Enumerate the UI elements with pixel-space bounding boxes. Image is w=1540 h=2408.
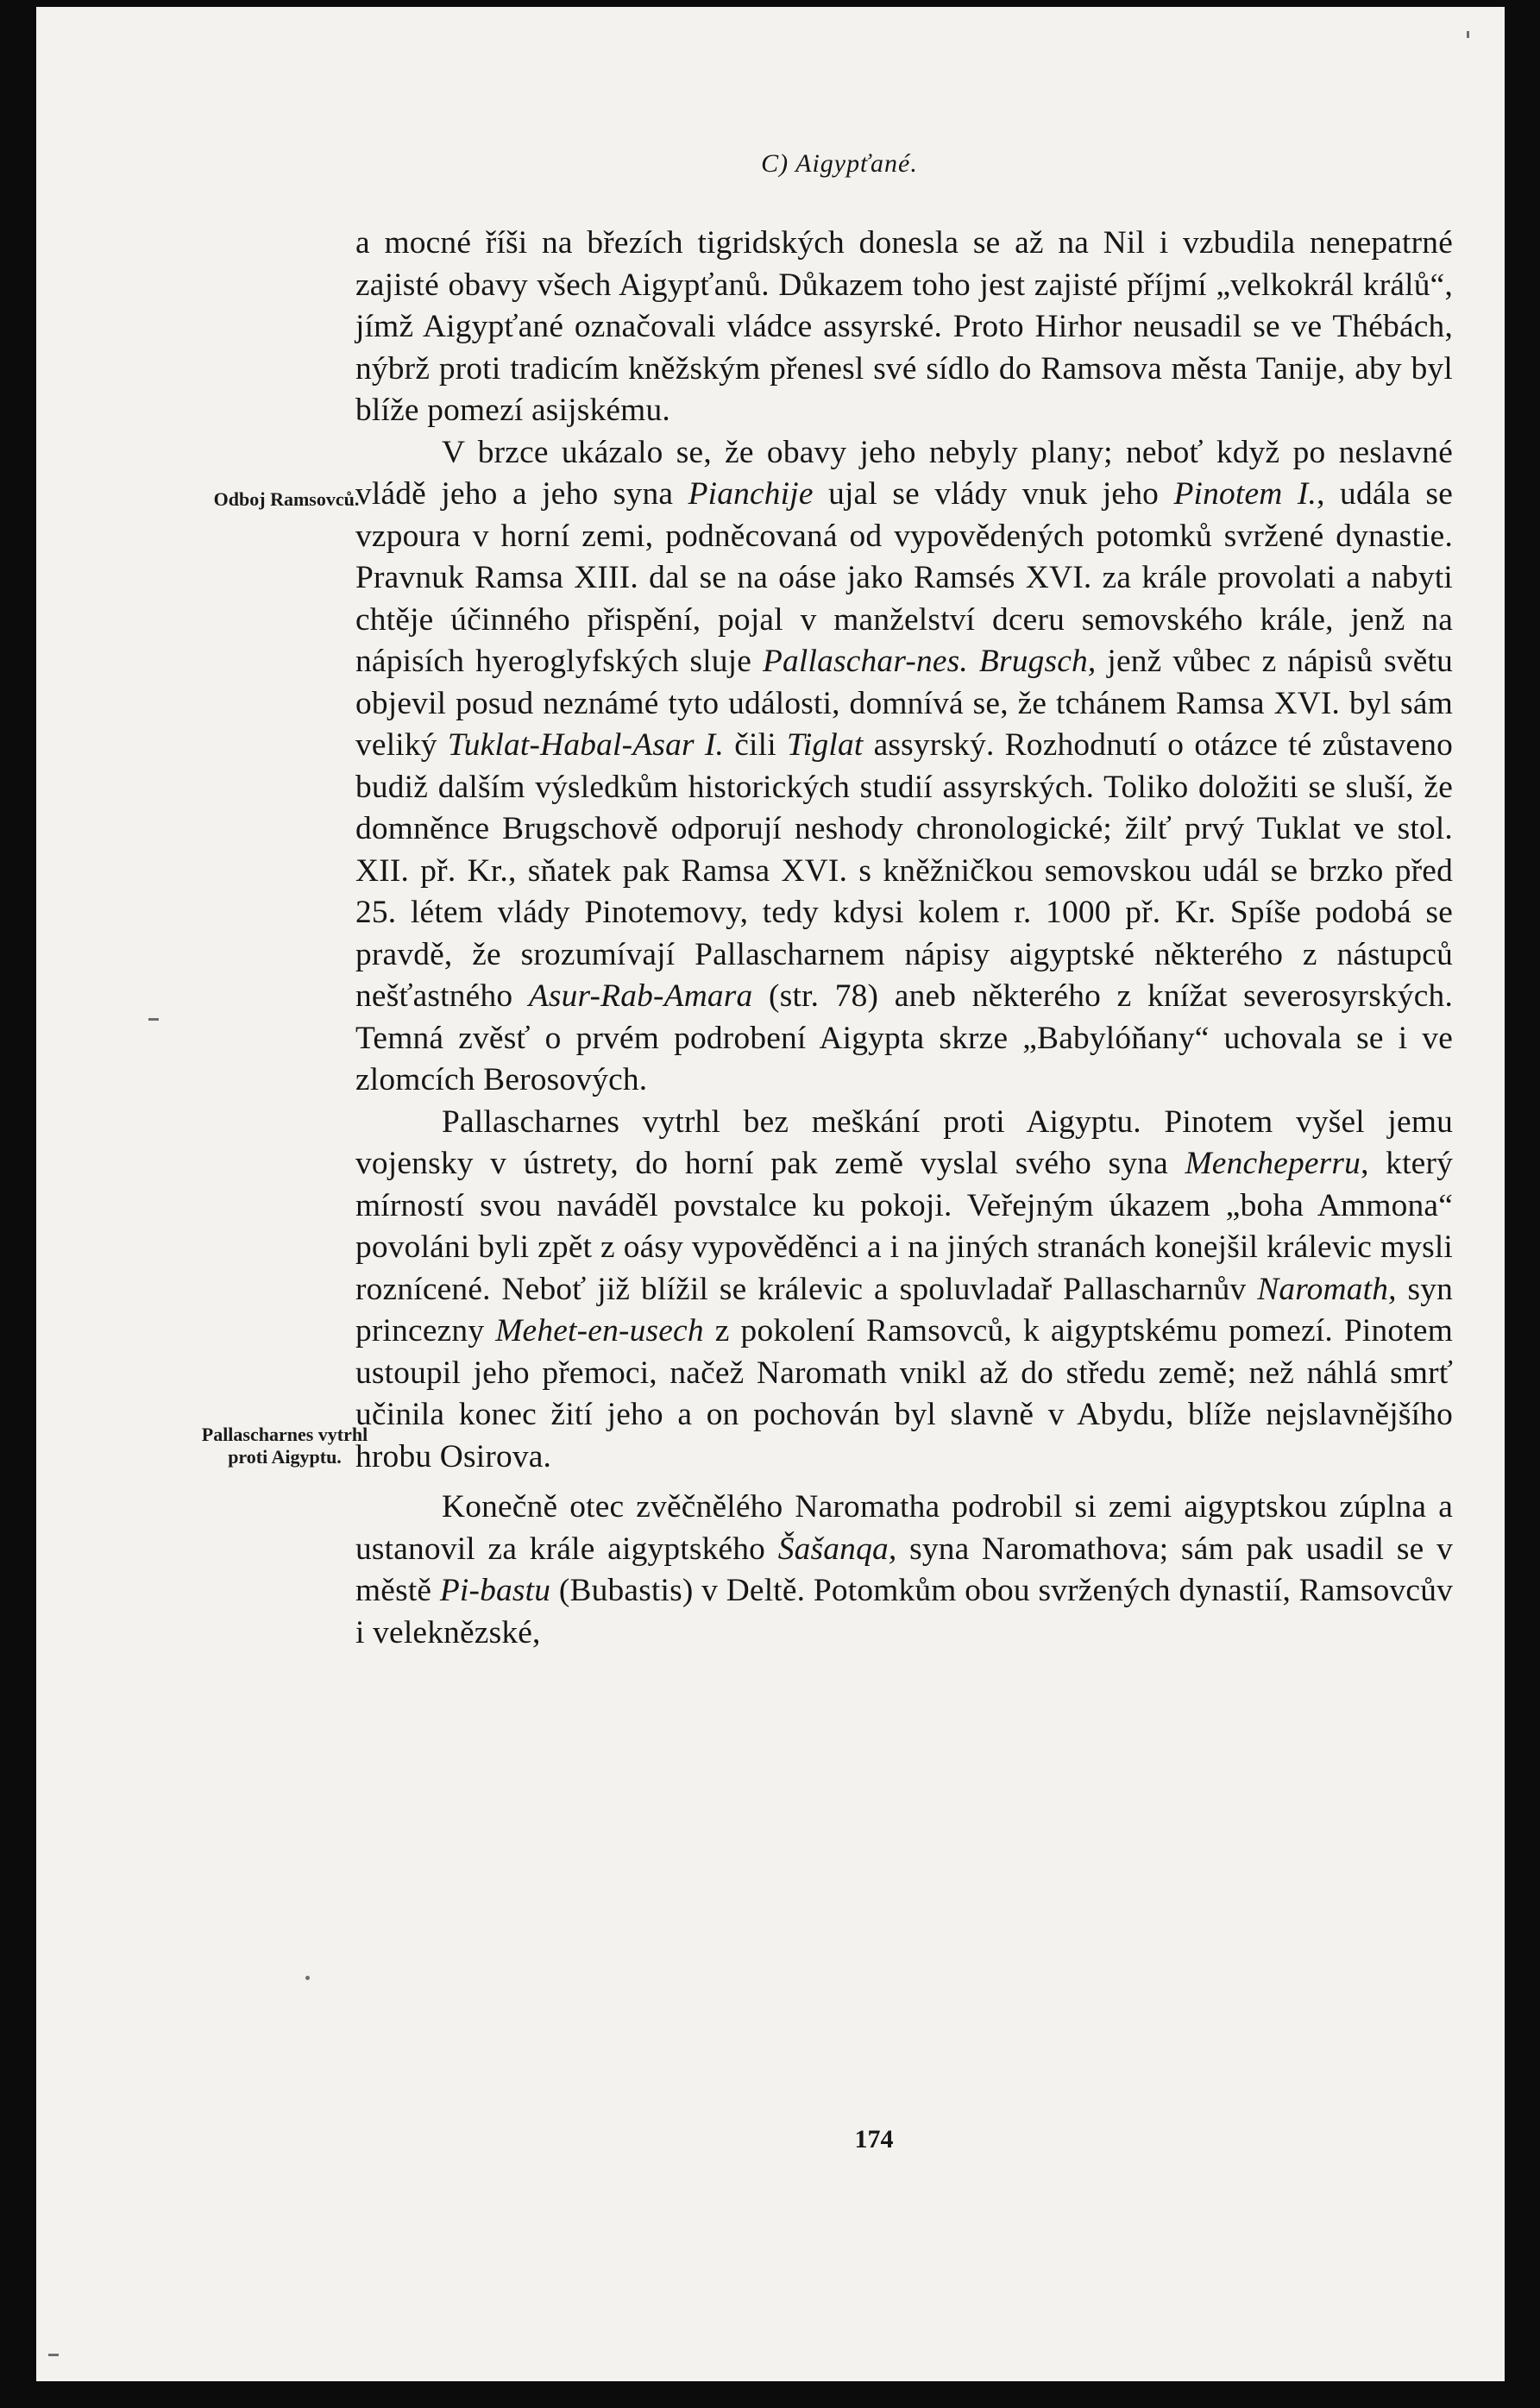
italic-name: Tuklat-Habal-Asar I. [447, 727, 725, 763]
italic-name: Asur-Rab-Amara [528, 978, 753, 1014]
running-header: C) Aigypťané. [761, 149, 918, 178]
italic-name: Šašanqa, [777, 1531, 897, 1567]
margin-note-odboj: Odboj Ramsovců. [213, 488, 360, 510]
text-run: Konečně otec zvěčnělého Naromatha podrobil si zemi aigyptskou zúplna a ustanovil za krále aigyptského [355, 1489, 1453, 1567]
text-run [968, 644, 979, 679]
scan-speck [1467, 31, 1469, 38]
text-run: syna Naromathova; sám pak usadil se v městě [355, 1531, 1453, 1608]
italic-name: Brugsch, [978, 644, 1097, 679]
margin-note-pallascharnes: Pallascharnes vytrhl proti Aigyptu. [201, 1424, 368, 1468]
text-run: , udála se vzpoura v horní zemi, podněcovaná od vypovědených potomků svržené dynastie. Pravnuk Ramsa XIII. dal se na oáse jako Ramsés XVI. za krále provolati a nabyti chtěje účinného přispění, pojal v manželství dceru semovského krále, jenž na nápisích hyeroglyfských sluje [355, 476, 1453, 679]
text-run: (Bubastis) v Deltě. Potomkům obou svržených dynastií, Ramsovcův i veleknězské, [355, 1573, 1453, 1650]
page-number: 174 [854, 2125, 894, 2153]
text-run: Pallascharnes vytrhl bez meškání proti Aigyptu. Pinotem vyšel jemu vojensky v ústrety, do horní pak země vyslal svého syna [355, 1103, 1453, 1181]
italic-name: Tiglat [786, 727, 864, 763]
text-run: (str. 78) aneb některého z knížat severosyrských. Temná zvěsť o prvém podrobení Aigypta skrze „Babylóňany“ uchovala se i ve zlomcích Berosových. [355, 978, 1453, 1097]
text-run: , který mírností svou naváděl povstalce ku pokoji. Veřejným úkazem „boha Ammona“ povoláni byli zpět z oásy vypověděnci a i na jiných stranách konejšil králevic mysli roznícené. Neboť již blížil se králevic a spoluvladař Pallascharnův [355, 1146, 1454, 1307]
scan-speck [148, 1018, 159, 1021]
paragraph-2 [355, 432, 1453, 1102]
italic-name: Mehet-en-usech [495, 1313, 704, 1349]
paragraph-4 [355, 1487, 1453, 1654]
scan-speck [305, 1976, 310, 1980]
text-run: syn princezny [355, 1271, 1454, 1349]
paragraph-1: a mocné říši na březích tigridských donesla se až na Nil i vzbudila nenepatrné zajisté obavy všech Aigypťanů. Důkazem toho jest zajisté příjmí „velkokrál králů“, jímž Aigypťané označovali vládce assyrské. Proto Hirhor neusadil se ve Thébách, nýbrž proti tradicím kněžským přenesl své sídlo do Ramsova města Tanije, aby byl blíže pomezí asijskému. [355, 225, 1453, 428]
italic-name: Pi-bastu [439, 1573, 551, 1608]
text-run: čili [724, 727, 787, 763]
text-run: assyrský. Rozhodnutí o otázce té zůstaveno budiž dalším výsledkům historických studií assyrských. Toliko doložiti se sluší, že domněnce Brugschově odporují neshody chronologické; žilť prvý Tuklat ve stol. XII. př. Kr., sňatek pak Ramsa XVI. s kněžničkou semovskou udál se brzko před 25. létem vlády Pinotemovy, tedy kdysi kolem r. 1000 př. Kr. Spíše podobá se pravdě, že srozumívají Pallascharnem nápisy aigyptské některého z nástupců nešťastného [355, 727, 1453, 1014]
text-run: V brzce ukázalo se, že obavy jeho nebyly plany; neboť když po neslavné vládě jeho a jeho syna [355, 434, 1453, 512]
text-run: jenž vůbec z nápisů světu objevil posud neznámé tyto události, domnívá se, že tchánem Ramsa XVI. byl sám veliký [355, 644, 1453, 763]
book-page [36, 7, 1505, 2381]
italic-name: Pallaschar-nes. [762, 644, 968, 679]
text-run: z pokolení Ramsovců, k aigyptskému pomezí. Pinotem ustoupil jeho přemoci, načež Naromath vnikl až do středu země; než náhlá smrť učinila konec žití jeho a on pochován byl slavně v Abydu, blíže nejslavnějšího hrobu Osirova. [355, 1313, 1453, 1474]
body-text [355, 223, 1453, 1654]
italic-name: Naromath, [1257, 1271, 1397, 1307]
paragraph-3 [355, 1102, 1453, 1479]
scan-speck [48, 2354, 59, 2356]
italic-name: Pinotem I. [1173, 476, 1317, 512]
italic-name: Pianchije [688, 476, 814, 512]
text-run: ujal se vlády vnuk jeho [813, 476, 1174, 512]
italic-name: Mencheperru [1185, 1146, 1361, 1181]
